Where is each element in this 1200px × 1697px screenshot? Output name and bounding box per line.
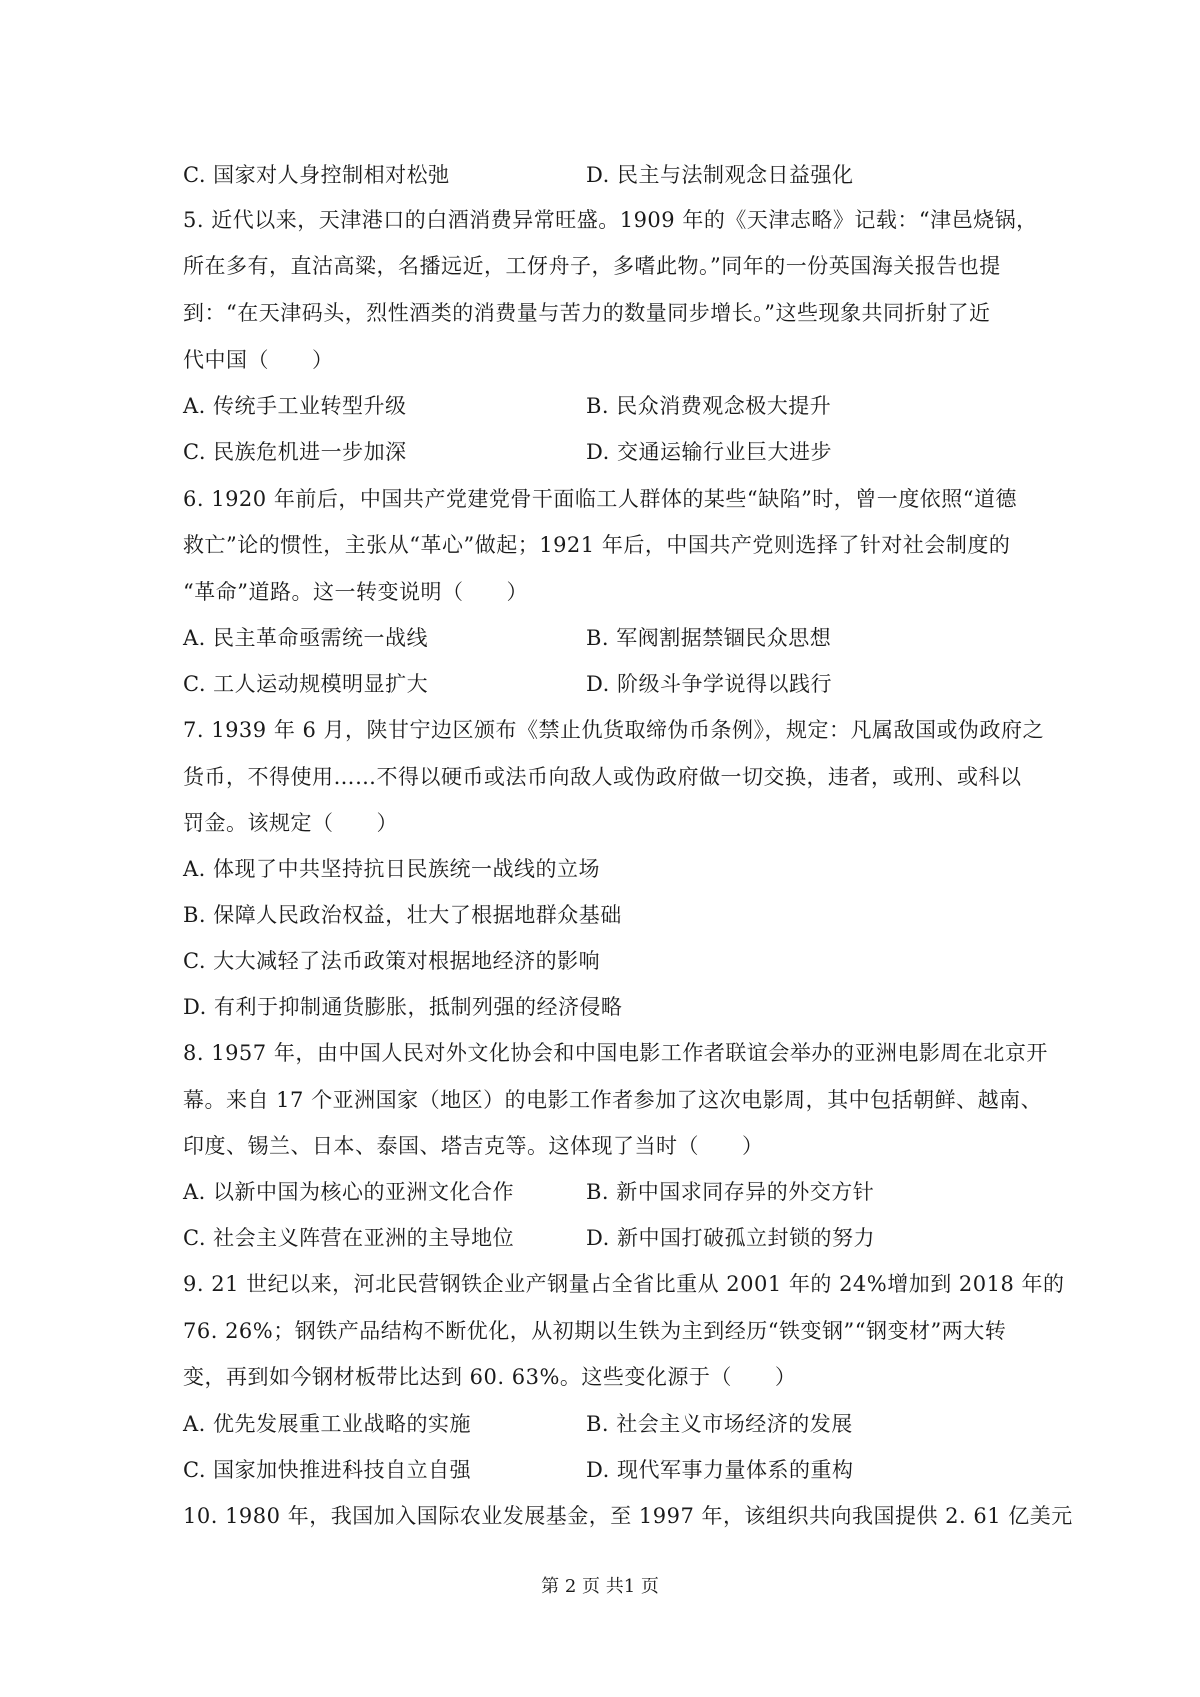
q9-text-line-3: 变，再到如今钢材板带比达到 60. 63%。这些变化源于（ ）	[183, 1365, 797, 1389]
q5-text-line-4: 代中国（ ）	[183, 348, 334, 372]
q9-text-line-1: 9. 21 世纪以来，河北民营钢铁企业产钢量占全省比重从 2001 年的 24%增加到 2018 年的	[183, 1272, 1065, 1296]
q4-option-d: D. 民主与法制观念日益强化	[586, 163, 854, 187]
q4-option-c: C. 国家对人身控制相对松弛	[183, 163, 450, 187]
q9-option-d: D. 现代军事力量体系的重构	[586, 1458, 854, 1482]
q5-option-b: B. 民众消费观念极大提升	[586, 394, 832, 418]
q8-option-d: D. 新中国打破孤立封锁的努力	[586, 1226, 875, 1250]
q5-option-d: D. 交通运输行业巨大进步	[586, 440, 832, 464]
q6-option-d: D. 阶级斗争学说得以践行	[586, 672, 832, 696]
q8-option-b: B. 新中国求同存异的外交方针	[586, 1180, 875, 1204]
q7-option-d: D. 有利于抑制通货膨胀，抵制列强的经济侵略	[183, 995, 623, 1019]
q6-text-line-3: “革命”道路。这一转变说明（ ）	[183, 580, 528, 604]
q6-text-line-1: 6. 1920 年前后，中国共产党建党骨干面临工人群体的某些“缺陷”时，曾一度依照“道德	[183, 487, 1018, 511]
q7-text-line-2: 货币，不得使用……不得以硬币或法币向敌人或伪政府做一切交换，违者，或刑、或科以	[183, 765, 1022, 789]
q5-option-c: C. 民族危机进一步加深	[183, 440, 407, 464]
q5-option-a: A. 传统手工业转型升级	[183, 394, 407, 418]
q6-option-b: B. 军阀割据禁锢民众思想	[586, 626, 832, 650]
q6-text-line-2: 救亡”论的惯性，主张从“革心”做起；1921 年后，中国共产党则选择了针对社会制度的	[183, 533, 1011, 557]
q7-option-a: A. 体现了中共坚持抗日民族统一战线的立场	[183, 857, 601, 881]
page-number-footer: 第 2 页 共1 页	[541, 1576, 659, 1597]
q5-text-line-3: 到：“在天津码头，烈性酒类的消费量与苦力的数量同步增长。”这些现象共同折射了近	[183, 301, 991, 325]
q9-option-c: C. 国家加快推进科技自立自强	[183, 1458, 472, 1482]
q8-option-c: C. 社会主义阵营在亚洲的主导地位	[183, 1226, 515, 1250]
q10-text-line-1: 10. 1980 年，我国加入国际农业发展基金，至 1997 年，该组织共向我国提供 2. 61 亿美元	[183, 1504, 1073, 1528]
q8-text-line-3: 印度、锡兰、日本、泰国、塔吉克等。这体现了当时（ ）	[183, 1134, 764, 1158]
q6-option-a: A. 民主革命亟需统一战线	[183, 626, 429, 650]
q7-option-c: C. 大大减轻了法币政策对根据地经济的影响	[183, 949, 601, 973]
q7-option-b: B. 保障人民政治权益，壮大了根据地群众基础	[183, 903, 622, 927]
q9-option-b: B. 社会主义市场经济的发展	[586, 1412, 853, 1436]
q9-option-a: A. 优先发展重工业战略的实施	[183, 1412, 472, 1436]
q5-text-line-1: 5. 近代以来，天津港口的白酒消费异常旺盛。1909 年的《天津志略》记载：“津邑烧锅，	[183, 208, 1038, 232]
q9-text-line-2: 76. 26%；钢铁产品结构不断优化，从初期以生铁为主到经历“铁变钢”“钢变材”两大转	[183, 1319, 1007, 1343]
q8-text-line-2: 幕。来自 17 个亚洲国家（地区）的电影工作者参加了这次电影周，其中包括朝鲜、越南、	[183, 1088, 1043, 1112]
q5-text-line-2: 所在多有，直沽高粱，名播远近，工伢舟子，多嗜此物。”同年的一份英国海关报告也提	[183, 254, 1001, 278]
q7-text-line-1: 7. 1939 年 6 月，陕甘宁边区颁布《禁止仇货取缔伪币条例》，规定：凡属敌国或伪政府之	[183, 718, 1045, 742]
q8-option-a: A. 以新中国为核心的亚洲文化合作	[183, 1180, 515, 1204]
q8-text-line-1: 8. 1957 年，由中国人民对外文化协会和中国电影工作者联谊会举办的亚洲电影周在北京开	[183, 1041, 1048, 1065]
q6-option-c: C. 工人运动规模明显扩大	[183, 672, 429, 696]
q7-text-line-3: 罚金。该规定（ ）	[183, 811, 398, 835]
